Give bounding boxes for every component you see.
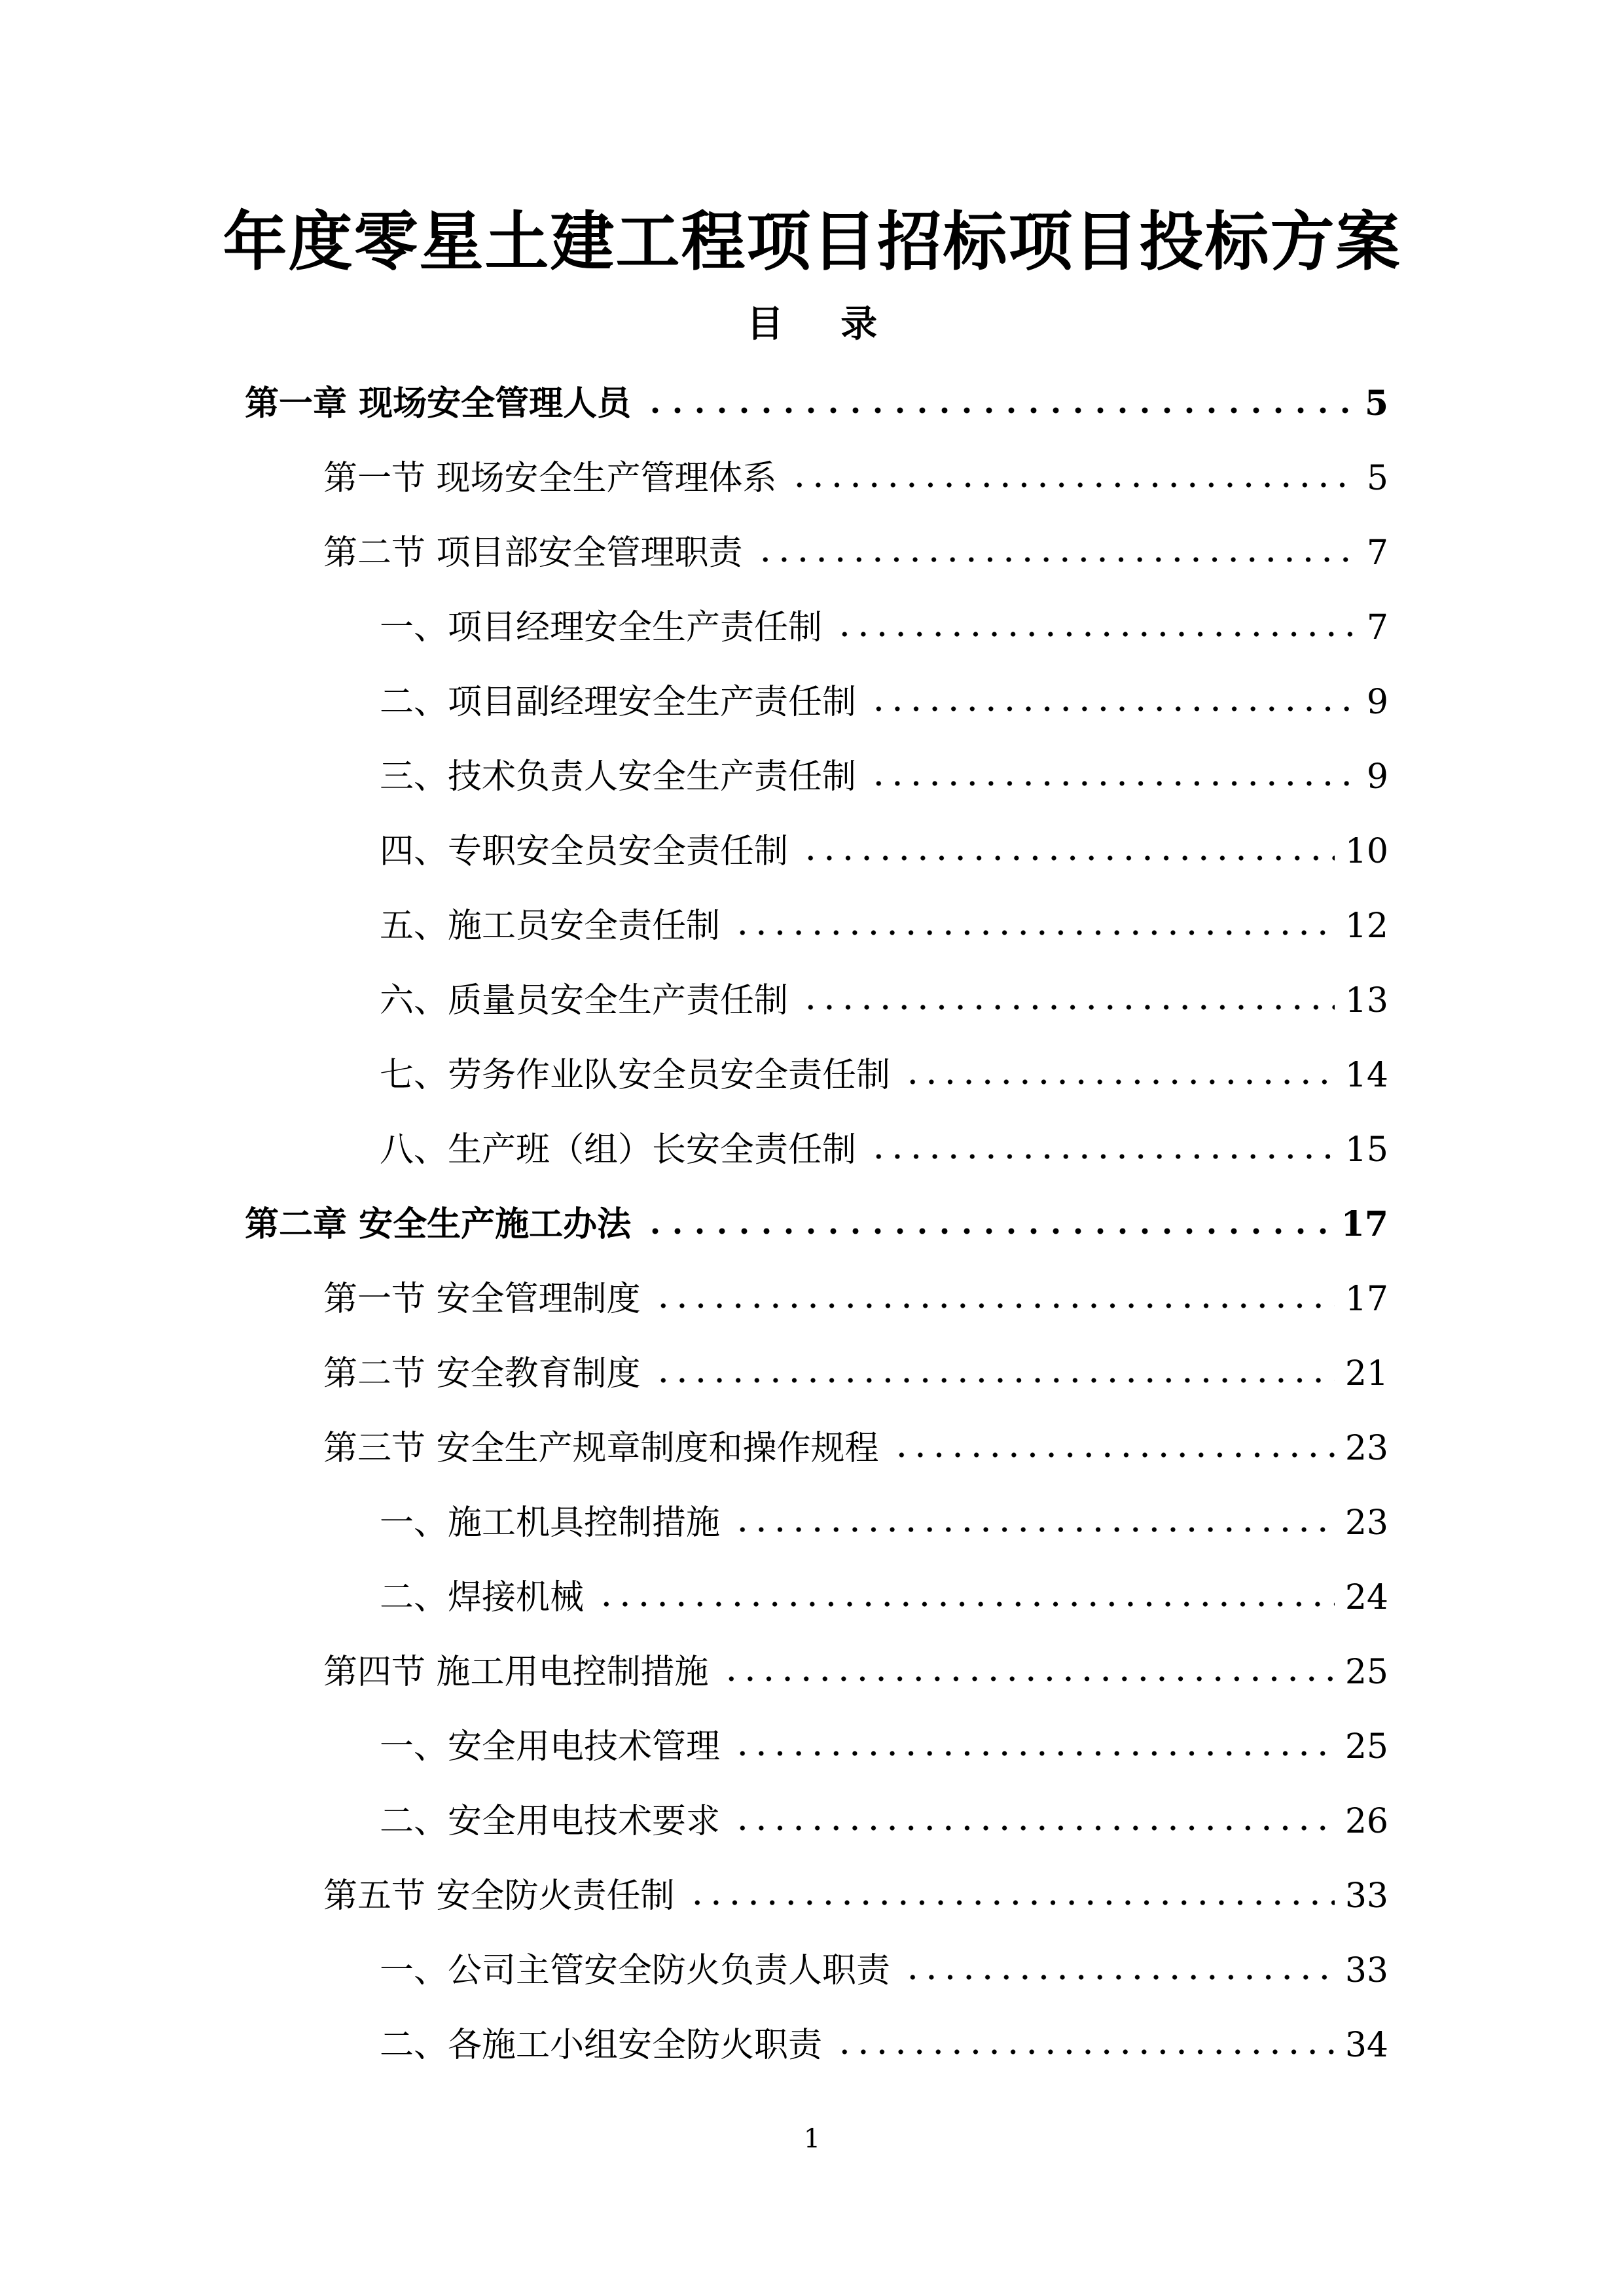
toc-entry-title: 第一节 安全管理制度 xyxy=(323,1280,641,1319)
toc-entry-title: 三、技术负责人安全生产责任制 xyxy=(380,757,857,797)
toc-entry[interactable] xyxy=(380,590,1388,665)
toc-entry-page: 26 xyxy=(1344,1802,1388,1841)
toc-entry-title: 二、各施工小组安全防火职责 xyxy=(380,2026,823,2065)
toc-dot-leader xyxy=(654,1301,1335,1310)
toc-entry[interactable] xyxy=(323,1262,1388,1336)
toc-entry-title: 二、安全用电技术要求 xyxy=(380,1802,721,1841)
toc-entry[interactable] xyxy=(323,441,1388,516)
toc-entry-title: 一、安全用电技术管理 xyxy=(380,1727,721,1767)
toc-dot-leader xyxy=(597,1600,1335,1609)
toc-dot-leader xyxy=(688,1898,1335,1907)
toc-entry-title: 一、公司主管安全防火负责人职责 xyxy=(380,1951,891,1990)
toc-entry-title: 七、劳务作业队安全员安全责任制 xyxy=(380,1056,891,1095)
toc-dot-leader xyxy=(835,630,1356,639)
toc-dot-leader xyxy=(644,406,1354,415)
toc-entry[interactable] xyxy=(245,367,1388,441)
toc-entry-title: 一、项目经理安全生产责任制 xyxy=(380,608,823,647)
toc-entry-page: 9 xyxy=(1366,757,1388,797)
toc-entry[interactable] xyxy=(380,1784,1388,1859)
toc-dot-leader xyxy=(733,928,1335,937)
toc-dot-leader xyxy=(869,1152,1335,1161)
toc-entry-title: 第二节 安全教育制度 xyxy=(323,1354,641,1393)
toc-entry-title: 一、施工机具控制措施 xyxy=(380,1503,721,1543)
toc-entry[interactable] xyxy=(323,516,1388,590)
toc-heading: 目 录 xyxy=(746,302,900,346)
toc-entry-page: 17 xyxy=(1344,1280,1388,1319)
toc-entry-page: 7 xyxy=(1366,533,1388,573)
toc-dot-leader xyxy=(903,1077,1335,1086)
toc-entry-title: 二、项目副经理安全生产责任制 xyxy=(380,683,857,722)
toc-entry-title: 四、专职安全员安全责任制 xyxy=(380,832,789,871)
toc-entry-page: 24 xyxy=(1344,1578,1388,1617)
toc-dot-leader xyxy=(733,1525,1335,1534)
toc-entry-page: 25 xyxy=(1344,1653,1388,1692)
toc-entry-page: 13 xyxy=(1344,981,1388,1020)
toc-entry-title: 八、生产班（组）长安全责任制 xyxy=(380,1130,857,1170)
toc-dot-leader xyxy=(835,2047,1335,2056)
toc-entry-page: 25 xyxy=(1344,1727,1388,1767)
toc-entry-title: 第四节 施工用电控制措施 xyxy=(323,1653,709,1692)
toc-entry[interactable] xyxy=(380,963,1388,1038)
toc-dot-leader xyxy=(722,1674,1335,1683)
toc-entry[interactable] xyxy=(380,1710,1388,1784)
toc-dot-leader xyxy=(903,1973,1335,1982)
toc-entry-page: 9 xyxy=(1366,683,1388,722)
toc-entry-page: 5 xyxy=(1366,459,1388,498)
toc-dot-leader xyxy=(790,480,1356,490)
toc-dot-leader xyxy=(869,779,1356,788)
toc-dot-leader xyxy=(801,1003,1335,1012)
toc-entry[interactable] xyxy=(380,740,1388,814)
toc-entry-title: 第一节 现场安全生产管理体系 xyxy=(323,459,777,498)
toc-dot-leader xyxy=(644,1227,1331,1236)
toc-entry-page: 34 xyxy=(1344,2026,1388,2065)
toc-entry[interactable] xyxy=(323,1635,1388,1710)
toc-entry-page: 12 xyxy=(1344,906,1388,946)
toc-entry[interactable] xyxy=(380,1486,1388,1560)
toc-entry-page: 23 xyxy=(1344,1503,1388,1543)
toc-entry[interactable] xyxy=(380,2008,1388,2083)
toc-entry[interactable] xyxy=(323,1336,1388,1411)
toc-dot-leader xyxy=(654,1376,1335,1385)
toc-dot-leader xyxy=(869,704,1356,713)
toc-entry-page: 21 xyxy=(1344,1354,1388,1393)
toc-entry-title: 第一章 现场安全管理人员 xyxy=(245,384,632,423)
toc-entry[interactable] xyxy=(380,1113,1388,1187)
toc-entry-title: 五、施工员安全责任制 xyxy=(380,906,721,946)
page-number: 1 xyxy=(803,2124,821,2154)
toc-entry-page: 7 xyxy=(1366,608,1388,647)
toc-entry[interactable] xyxy=(323,1859,1388,1933)
toc-entry[interactable] xyxy=(380,814,1388,889)
toc-entry-page: 33 xyxy=(1344,1951,1388,1990)
toc-entry[interactable] xyxy=(380,889,1388,963)
toc-entry[interactable] xyxy=(323,1411,1388,1486)
toc-dot-leader xyxy=(892,1450,1335,1460)
toc-entry-title: 六、质量员安全生产责任制 xyxy=(380,981,789,1020)
toc-entry-title: 第二章 安全生产施工办法 xyxy=(245,1204,632,1244)
toc-entry[interactable] xyxy=(380,1560,1388,1635)
toc-entry[interactable] xyxy=(245,1187,1388,1262)
toc-entry-title: 二、焊接机械 xyxy=(380,1578,585,1617)
toc-entry-page: 14 xyxy=(1344,1056,1388,1095)
toc-dot-leader xyxy=(756,555,1356,564)
toc-entry-page: 33 xyxy=(1344,1876,1388,1916)
toc-entry-title: 第五节 安全防火责任制 xyxy=(323,1876,675,1916)
toc-entry[interactable] xyxy=(380,1933,1388,2008)
toc-dot-leader xyxy=(801,853,1335,863)
toc-entry-page: 23 xyxy=(1344,1429,1388,1468)
toc-entry-page: 15 xyxy=(1344,1130,1388,1170)
toc-entry[interactable] xyxy=(380,1038,1388,1113)
toc-entry-page: 17 xyxy=(1341,1204,1388,1244)
toc-dot-leader xyxy=(733,1823,1335,1833)
toc-entry-title: 第三节 安全生产规章制度和操作规程 xyxy=(323,1429,879,1468)
toc-entry-page: 5 xyxy=(1364,384,1388,423)
toc-entry-title: 第二节 项目部安全管理职责 xyxy=(323,533,743,573)
toc-dot-leader xyxy=(733,1749,1335,1758)
toc-entry-page: 10 xyxy=(1344,832,1388,871)
document-title: 年度零星土建工程项目招标项目投标方案 xyxy=(223,204,1401,279)
toc-entry[interactable] xyxy=(380,665,1388,740)
